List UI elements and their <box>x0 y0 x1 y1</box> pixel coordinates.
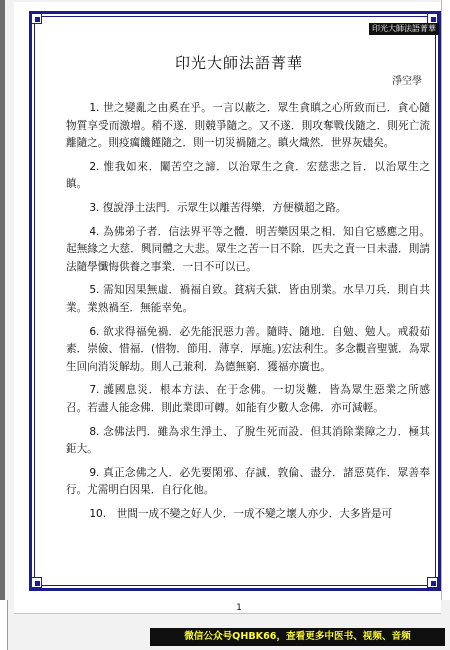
left-panel-edge <box>0 600 8 650</box>
paragraph-10: 10. 世間一成不變之好人少．一成不變之壞人亦少．大多皆是可 <box>89 507 393 520</box>
paragraph-8: 8. 念佛法門．雖為求生淨土、了脫生死而設．但其消除業障之力．極其鉅大。 <box>66 425 430 456</box>
page-title: 印光大師法語菁華 <box>174 54 303 72</box>
paragraph-6: 6. 欲求得福免禍．必先能泯惡力善。隨時、隨地．自勉、勉人。戒殺茹素．崇儉、惜福．(惜物．節用．薄享．厚施。)宏法利生。多念觀音聖號．為眾生回向消災解劫。則人己兼利．為德無窮．獲福亦廣也。 <box>66 325 430 373</box>
document-body <box>66 100 430 529</box>
corner-ornament-icon <box>31 13 42 24</box>
right-scrollbar-track[interactable] <box>441 0 450 600</box>
page-number: 1 <box>236 603 242 613</box>
paragraph-3: 3. 復說淨土法門．示眾生以離苦得樂．方便橫超之路。 <box>89 201 347 214</box>
corner-ornament-icon <box>427 577 438 588</box>
paragraph-2: 2. 惟我如來．闡苦空之諦．以治眾生之貪．宏慈悲之旨．以治眾生之瞋。 <box>66 160 430 191</box>
paragraph-9: 9. 真正念佛之人．必先要閑邪、存誠．敦倫、盡分．諸惡莫作．眾善奉行。尤需明白因果．自行化他。 <box>66 466 430 497</box>
left-scrollbar-track[interactable] <box>0 0 5 600</box>
paragraph-5: 5. 需知因果無虛．禍福自致。貧病夭獄．皆由別業。水旱刀兵．則自共業。業熟禍至．無能幸免。 <box>66 284 430 314</box>
document-page <box>14 2 441 614</box>
paragraph-4: 4. 為佛弟子者．信法界平等之體．明苦樂因果之相．知自它感應之用。起無緣之大慈．興同體之大悲。眾生之苦一日不除．匹夫之責一日未盡．則請法隨學懺悔供養之事業．一日不可以已。 <box>66 225 430 273</box>
paragraph-7: 7. 護國息災．根本方法、在于念佛。一切災難．皆為眾生惡業之所感召。若盡人能念佛．則此業即可轉。如能有少數人念佛．亦可減輕。 <box>66 384 430 414</box>
paragraph-1: 1. 世之變亂之由奚在乎。一言以蔽之．眾生貪瞋之心所致而已．貪心隨物質享受而激增。稍不遂．則競爭隨之。又不遂．則攻奪戰伐隨之．則死亡流離隨之。則疫癘饑饉隨之．則一切災禍隨之。瞋火熾然．世界灰燼矣。 <box>66 102 430 150</box>
running-header: 印光大師法語菁華 <box>369 23 439 35</box>
corner-ornament-icon <box>31 577 42 588</box>
author-credit: 淨空學 <box>392 76 422 87</box>
watermark-banner: 微信公众号QHBK66，查看更多中医书、视频、音频 <box>150 628 445 646</box>
